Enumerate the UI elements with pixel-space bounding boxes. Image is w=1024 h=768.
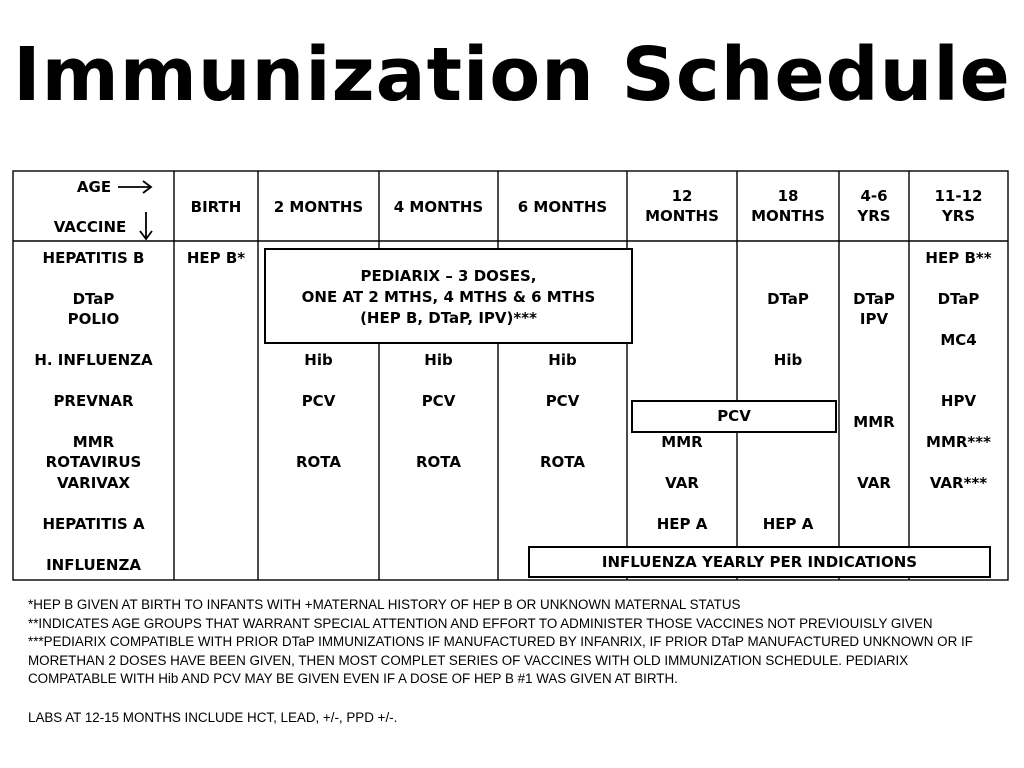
- vaccine-label-varivax: VARIVAX: [56, 474, 131, 492]
- col-header-4-6-yrs: 4-6 YRS: [857, 187, 891, 225]
- cell-4-6y-ipv: IPV: [859, 310, 889, 328]
- footnotes: [28, 596, 998, 689]
- cell-2m-hib: Hib: [304, 351, 333, 369]
- cell-11-12y-dtap: DTaP: [937, 290, 980, 308]
- vaccine-label-dtap: DTaP: [72, 290, 115, 308]
- cell-11-12y-mmr: MMR***: [926, 433, 991, 451]
- cell-4m-pcv: PCV: [421, 392, 456, 410]
- footnote-2: **INDICATES AGE GROUPS THAT WARRANT SPECIAL ATTENTION AND EFFORT TO ADMINISTER THOSE VACCINES NOT PREVIOUISLY GIVEN: [28, 615, 933, 631]
- footnote-1: *HEP B GIVEN AT BIRTH TO INFANTS WITH +MATERNAL HISTORY OF HEP B OR UNKNOWN MATERNAL STATUS: [28, 597, 741, 612]
- cell-4m-hib: Hib: [424, 351, 453, 369]
- pediarix-line-2: ONE AT 2 MTHS, 4 MTHS & 6 MTHS: [301, 288, 596, 306]
- pediarix-line-1: PEDIARIX – 3 DOSES,: [360, 267, 537, 285]
- cell-12m-mmr: MMR: [661, 433, 703, 451]
- cell-18m-hib: Hib: [773, 351, 803, 369]
- pediarix-line-3: (HEP B, DTaP, IPV)***: [360, 309, 537, 327]
- age-header: AGE: [76, 178, 112, 196]
- col-header-2-months: 2 MONTHS: [273, 198, 364, 216]
- cell-4-6y-mmr: MMR: [853, 413, 895, 431]
- vaccine-arrow-icon: [140, 212, 152, 239]
- vaccine-label-h-influenza: H. INFLUENZA: [34, 351, 153, 369]
- page-title: Immunization Schedule: [13, 32, 1011, 118]
- cell-4-6y-dtap: DTaP: [853, 290, 895, 308]
- col-header-12-months: 12 MONTHS: [645, 187, 719, 225]
- col-header-11-12-yrs: 11-12 YRS: [934, 187, 983, 225]
- cell-18m-dtap: DTaP: [767, 290, 809, 308]
- cell-6m-hib: Hib: [548, 351, 577, 369]
- col-header-4-months: 4 MONTHS: [393, 198, 484, 216]
- influenza-box: INFLUENZA YEARLY PER INDICATIONS: [528, 546, 991, 578]
- vaccine-label-prevnar: PREVNAR: [53, 392, 134, 410]
- cell-6m-pcv: PCV: [545, 392, 580, 410]
- col-header-6-months: 6 MONTHS: [517, 198, 608, 216]
- vaccine-label-rotavirus: ROTAVIRUS: [45, 453, 142, 471]
- cell-11-12y-hpv: HPV: [940, 392, 977, 410]
- vaccine-label-mmr: MMR: [72, 433, 115, 451]
- cell-11-12y-var: VAR***: [929, 474, 988, 492]
- cell-12m-hep-a: HEP A: [656, 515, 708, 533]
- labs-note: LABS AT 12-15 MONTHS INCLUDE HCT, LEAD, +/-, PPD +/-.: [28, 710, 398, 725]
- col-header-birth: BIRTH: [190, 198, 242, 216]
- vaccine-header: VACCINE: [53, 218, 127, 236]
- vaccine-label-hepatitis-b: HEPATITIS B: [42, 249, 145, 267]
- cell-11-12y-hep-b: HEP B**: [925, 249, 992, 267]
- col-header-18-months: 18 MONTHS: [751, 187, 825, 225]
- vaccine-label-hepatitis-a: HEPATITIS A: [42, 515, 145, 533]
- footnote-3: ***PEDIARIX COMPATIBLE WITH PRIOR DTaP IMMUNIZATIONS IF MANUFACTURED BY INFANRIX, IF PRIOR DTaP MANUFACTURED UNKNOWN OR IF MORETHAN 2 DOSES HAVE BEEN GIVEN, THEN MOST COMPLET SERIES OF VACCINES WITH OLD IMMUNIZATION SCHEDULE. PEDIARIX COMPATABLE WITH Hib AND PCV MAY BE GIVEN EVEN IF A DOSE OF HEP B #1 WAS GIVEN AT BIRTH.: [28, 634, 973, 687]
- cell-18m-hep-a: HEP A: [762, 515, 814, 533]
- pediarix-box: [264, 248, 633, 344]
- cell-11-12y-mc4: MC4: [940, 331, 977, 349]
- pcv-box: PCV: [631, 400, 837, 433]
- vaccine-label-influenza: INFLUENZA: [46, 556, 141, 574]
- cell-4m-rota: ROTA: [416, 453, 461, 471]
- cell-birth-hep-b: HEP B*: [186, 249, 246, 267]
- cell-2m-pcv: PCV: [301, 392, 336, 410]
- cell-12m-var: VAR: [665, 474, 699, 492]
- cell-4-6y-var: VAR: [857, 474, 891, 492]
- cell-6m-rota: ROTA: [540, 453, 585, 471]
- vaccine-label-polio: POLIO: [67, 310, 120, 328]
- cell-2m-rota: ROTA: [296, 453, 341, 471]
